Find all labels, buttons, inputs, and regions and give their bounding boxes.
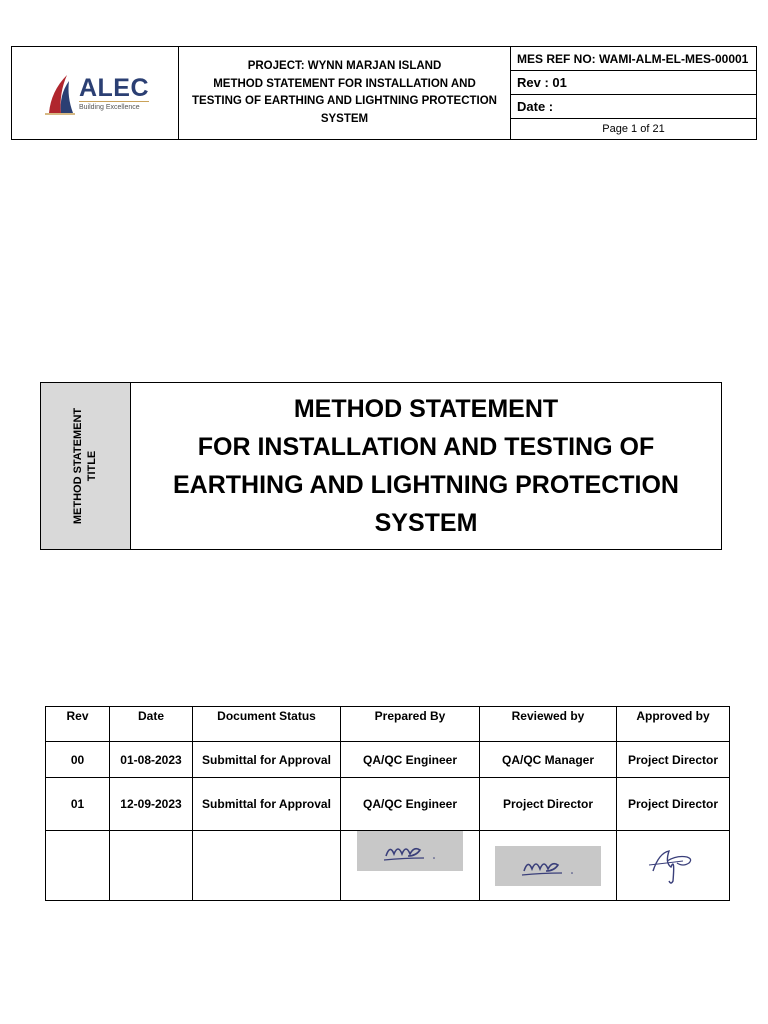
project-line: PROJECT: WYNN MARJAN ISLAND	[247, 60, 442, 72]
title-line: METHOD STATEMENT	[293, 395, 559, 423]
column-header: Date	[110, 707, 193, 742]
table-cell: Project Director	[617, 778, 730, 831]
date-field: Date :	[511, 95, 757, 119]
signature-scribble-icon	[518, 853, 578, 879]
table-cell: Project Director	[617, 742, 730, 778]
title-line: SYSTEM	[374, 509, 478, 537]
company-logo	[12, 71, 178, 115]
logo-cell	[12, 47, 179, 140]
signature-image	[495, 846, 601, 886]
table-cell: QA/QC Engineer	[341, 742, 480, 778]
project-line: METHOD STATEMENT FOR INSTALLATION AND	[213, 77, 476, 90]
table-cell: QA/QC Engineer	[341, 778, 480, 831]
table-cell: 01-08-2023	[110, 742, 193, 778]
title-line: FOR INSTALLATION AND TESTING OF	[197, 433, 655, 461]
empty-cell	[110, 831, 193, 901]
signature-row	[46, 831, 730, 901]
empty-cell	[193, 831, 341, 901]
main-title	[131, 383, 721, 549]
reviewed-by-signature	[480, 831, 617, 901]
method-statement-title-box	[40, 382, 722, 550]
revision-field: Rev : 01	[511, 71, 757, 95]
table-cell: Submittal for Approval	[193, 778, 341, 831]
mes-ref: MES REF NO: WAMI-ALM-EL-MES-00001	[511, 47, 757, 71]
table-cell: 12-09-2023	[110, 778, 193, 831]
table-row	[46, 742, 730, 778]
project-line: SYSTEM	[320, 112, 369, 125]
table-cell: Project Director	[480, 778, 617, 831]
table-cell: 00	[46, 742, 110, 778]
project-line: TESTING OF EARTHING AND LIGHTNING PROTECTION	[192, 95, 497, 107]
signature-scribble-icon	[380, 838, 440, 864]
column-header: Approved by	[617, 707, 730, 742]
logo-tagline: Building Excellence	[79, 101, 149, 112]
title-line: EARTHING AND LIGHTNING PROTECTION	[172, 471, 679, 499]
sail-logo-icon	[41, 71, 77, 115]
column-header: Prepared By	[341, 707, 480, 742]
document-header	[11, 46, 757, 140]
logo-name: ALEC	[78, 73, 150, 102]
table-cell: 01	[46, 778, 110, 831]
table-cell: QA/QC Manager	[480, 742, 617, 778]
page-number: Page 1 of 21	[511, 119, 757, 140]
column-header: Reviewed by	[480, 707, 617, 742]
table-header-row	[46, 707, 730, 742]
handwritten-signature-icon	[643, 841, 703, 887]
table-cell: Submittal for Approval	[193, 742, 341, 778]
approved-by-signature	[617, 831, 730, 901]
empty-cell	[46, 831, 110, 901]
column-header: Rev	[46, 707, 110, 742]
revision-table	[45, 706, 730, 901]
title-side-label	[41, 383, 131, 549]
project-title-cell	[179, 47, 511, 140]
column-header: Document Status	[193, 707, 341, 742]
prepared-by-signature	[341, 831, 480, 901]
table-row	[46, 778, 730, 831]
signature-image	[357, 831, 463, 871]
side-label-line: TITLE	[86, 450, 99, 482]
side-label-line: METHOD STATEMENT	[72, 407, 85, 525]
